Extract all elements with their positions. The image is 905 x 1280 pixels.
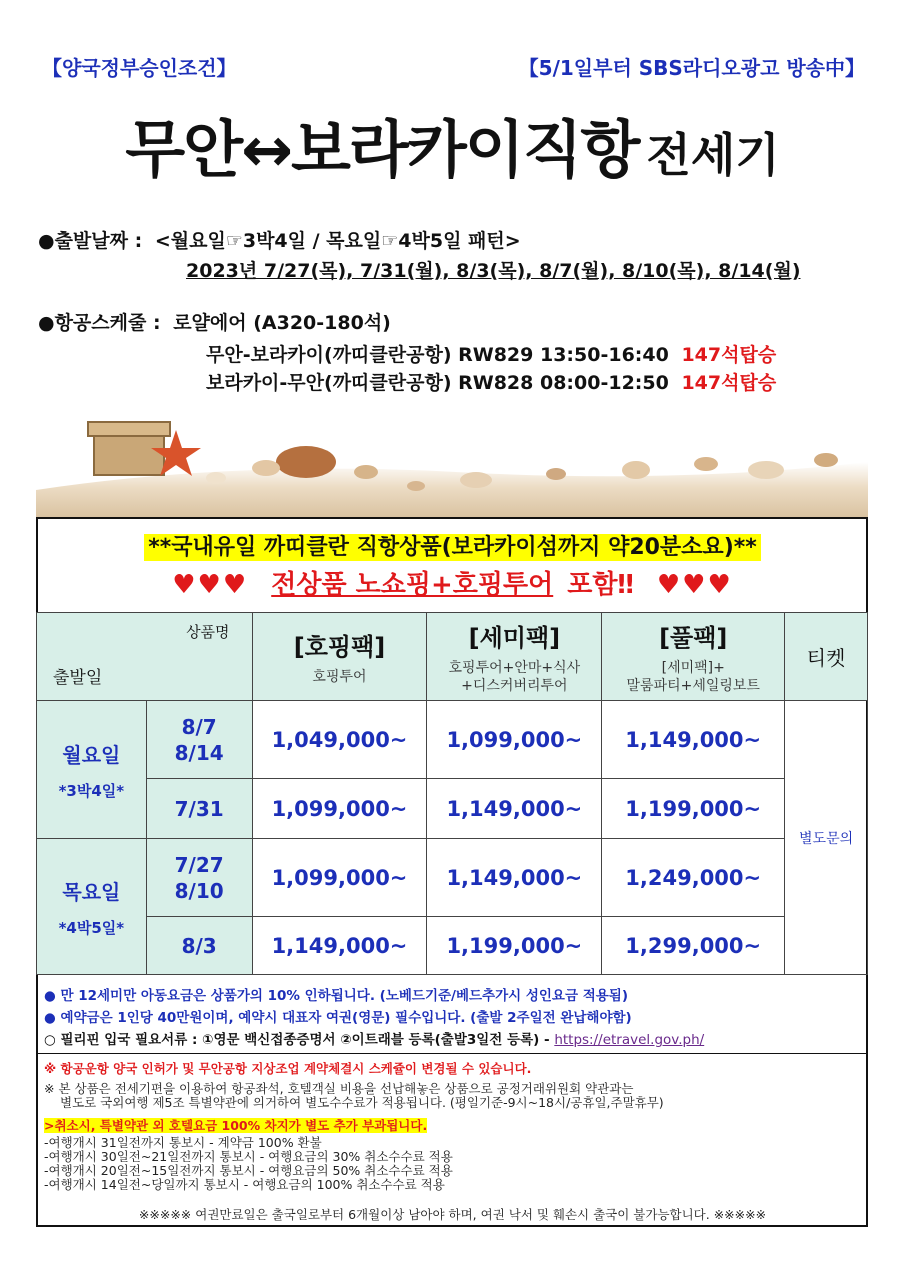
cancel-header: >취소시, 특별약관 외 호텔요금 100% 차지가 별도 추가 부과됩니다.: [44, 1118, 428, 1133]
date-line: 8/10: [174, 878, 224, 903]
outbound-schedule: 무안-보라카이(까띠클란공항) RW829 13:50-16:40: [206, 344, 669, 366]
promo-yellow-text: **국내유일 까띠클란 직항상품(보라카이섬까지 약20분소요)**: [144, 534, 761, 561]
inbound-seats: 147석탑승: [681, 372, 777, 394]
price-cell: 1,099,000~: [252, 779, 427, 839]
promo-suffix: 포함‼: [567, 570, 634, 600]
package-header-hopping: [252, 613, 427, 701]
departure-section: [38, 226, 521, 253]
departure-label: ●출발날짜 :: [38, 230, 143, 252]
flight-airline: 로얄에어 (A320-180석): [173, 312, 391, 334]
departure-dates: 2023년 7/27(목), 7/31(월), 8/3(목), 8/7(월), 8/10(목), 8/14(월): [186, 260, 801, 282]
entry-docs-note: [44, 1028, 704, 1048]
date-cell: [146, 779, 252, 839]
direct-flight-promo: [0, 530, 905, 561]
price-cell: 1,149,000~: [427, 839, 602, 917]
corner-departure-label: 출발일: [53, 668, 103, 688]
date-cell: [146, 839, 252, 917]
policy-line-2: 별도로 국외여행 제5조 특별약관에 의거하여 별도수수료가 적용됩니다. (평일기준-9시~18시/공휴일,주말휴무): [60, 1095, 664, 1110]
etravel-link[interactable]: https://etravel.gov.ph/: [554, 1032, 705, 1048]
day-label: 목요일: [62, 879, 121, 904]
flight-outbound: [206, 340, 776, 367]
hearts-right: ♥♥♥: [656, 570, 733, 600]
date-line: 7/31: [174, 796, 224, 821]
table-row: [37, 779, 868, 839]
cancel-rule: -여행개시 20일전~15일전까지 통보시 - 여행요금의 50% 취소수수료 적용: [44, 1163, 453, 1178]
beach-shells-illustration: [36, 400, 868, 518]
flight-inbound: [206, 368, 776, 395]
price-table: [36, 612, 868, 975]
cancel-rule: -여행개시 14일전~당일까지 통보시 - 여행요금의 100% 취소수수료 적용: [44, 1177, 445, 1192]
no-shopping-promo: [0, 564, 905, 601]
date-line: 7/27: [174, 852, 224, 877]
package-name: [풀팩]: [659, 624, 728, 652]
schedule-change-note: ※ 항공운항 양국 인허가 및 무안공항 지상조업 계약체결시 스케쥴이 변경될 수 있습니다.: [44, 1061, 532, 1076]
departure-pattern: <월요일☞3박4일 / 목요일☞4박5일 패턴>: [154, 230, 521, 252]
policy-line-1: ※ 본 상품은 전세기편을 이용하여 항공좌석, 호텔객실 비용을 선납해놓은 상품으로 공정거래위원회 약관과는: [44, 1081, 634, 1096]
date-cell: [146, 701, 252, 779]
flight-section: [38, 308, 391, 335]
nights-label: *4박5일*: [58, 918, 125, 937]
price-cell: 1,149,000~: [427, 779, 602, 839]
price-cell: 1,049,000~: [252, 701, 427, 779]
government-approval-note: 【양국정부승인조건】: [42, 56, 237, 80]
price-cell: 1,099,000~: [252, 839, 427, 917]
deposit-note: ● 예약금은 1인당 40만원이며, 예약시 대표자 여권(영문) 필수입니다. (출발 2주일전 완납해야함): [44, 1010, 632, 1026]
day-label: 월요일: [62, 742, 121, 767]
price-cell: 1,299,000~: [602, 917, 785, 975]
radio-ad-note: 【5/1일부터 SBS라디오광고 방송中】: [518, 56, 865, 80]
date-line: 8/7: [181, 714, 217, 739]
price-cell: 1,199,000~: [602, 779, 785, 839]
package-desc: +디스커버리투어: [461, 678, 568, 694]
package-header-full: [602, 613, 785, 701]
ticket-header: 티켓: [785, 613, 868, 701]
title-main: 무안↔보라카이직항: [125, 113, 639, 186]
price-cell: 1,199,000~: [427, 917, 602, 975]
promo-highlight: 전상품 노쇼핑+호핑투어: [271, 570, 554, 600]
package-name: [호핑팩]: [293, 633, 386, 661]
page-title: [0, 100, 905, 189]
cancel-rule: -여행개시 31일전까지 통보시 - 계약금 100% 환불: [44, 1135, 322, 1150]
price-cell: 1,249,000~: [602, 839, 785, 917]
notes-divider: [36, 1053, 868, 1054]
inbound-schedule: 보라카이-무안(까띠클란공항) RW828 08:00-12:50: [206, 372, 669, 394]
outbound-seats: 147석탑승: [681, 344, 777, 366]
cancel-rule: -여행개시 30일전~21일전까지 통보시 - 여행요금의 30% 취소수수료 적용: [44, 1149, 453, 1164]
package-header-semi: [427, 613, 602, 701]
table-row: [37, 701, 868, 779]
price-cell: 1,149,000~: [252, 917, 427, 975]
price-cell: 1,149,000~: [602, 701, 785, 779]
title-sub: 전세기: [646, 128, 780, 182]
package-desc: [세미팩]+: [661, 660, 725, 676]
day-group-thursday: [37, 839, 147, 975]
hearts-left: ♥♥♥: [172, 570, 249, 600]
cancel-header-line: [44, 1119, 427, 1132]
package-name: [세미팩]: [468, 624, 561, 652]
day-group-monday: [37, 701, 147, 839]
table-corner-cell: [37, 613, 253, 701]
nights-label: *3박4일*: [58, 781, 125, 800]
table-row: [37, 917, 868, 975]
date-cell: [146, 917, 252, 975]
package-desc: 호핑투어: [312, 669, 367, 685]
entry-docs-text: ○ 필리핀 입국 필요서류 : ①영문 백신접종증명서 ②이트래블 등록(출발3일전 등록) -: [44, 1032, 550, 1048]
date-line: 8/3: [181, 933, 217, 958]
corner-product-label: 상품명: [186, 623, 230, 641]
table-header-row: [37, 613, 868, 701]
date-line: 8/14: [174, 740, 224, 765]
ticket-inquiry-cell: 별도문의: [785, 701, 868, 975]
flight-label: ●항공스케줄 :: [38, 312, 161, 334]
price-cell: 1,099,000~: [427, 701, 602, 779]
package-desc: 말룸파티+세일링보트: [626, 678, 760, 694]
package-desc: 호핑투어+안마+식사: [448, 660, 581, 676]
passport-validity-note: ※※※※※ 여권만료일은 출국일로부터 6개월이상 남아야 하며, 여권 낙서 및 훼손시 출국이 불가능합니다. ※※※※※: [138, 1207, 767, 1222]
child-fare-note: ● 만 12세미만 아동요금은 상품가의 10% 인하됩니다. (노베드기준/베드추가시 성인요금 적용됨): [44, 988, 629, 1004]
table-row: [37, 839, 868, 917]
